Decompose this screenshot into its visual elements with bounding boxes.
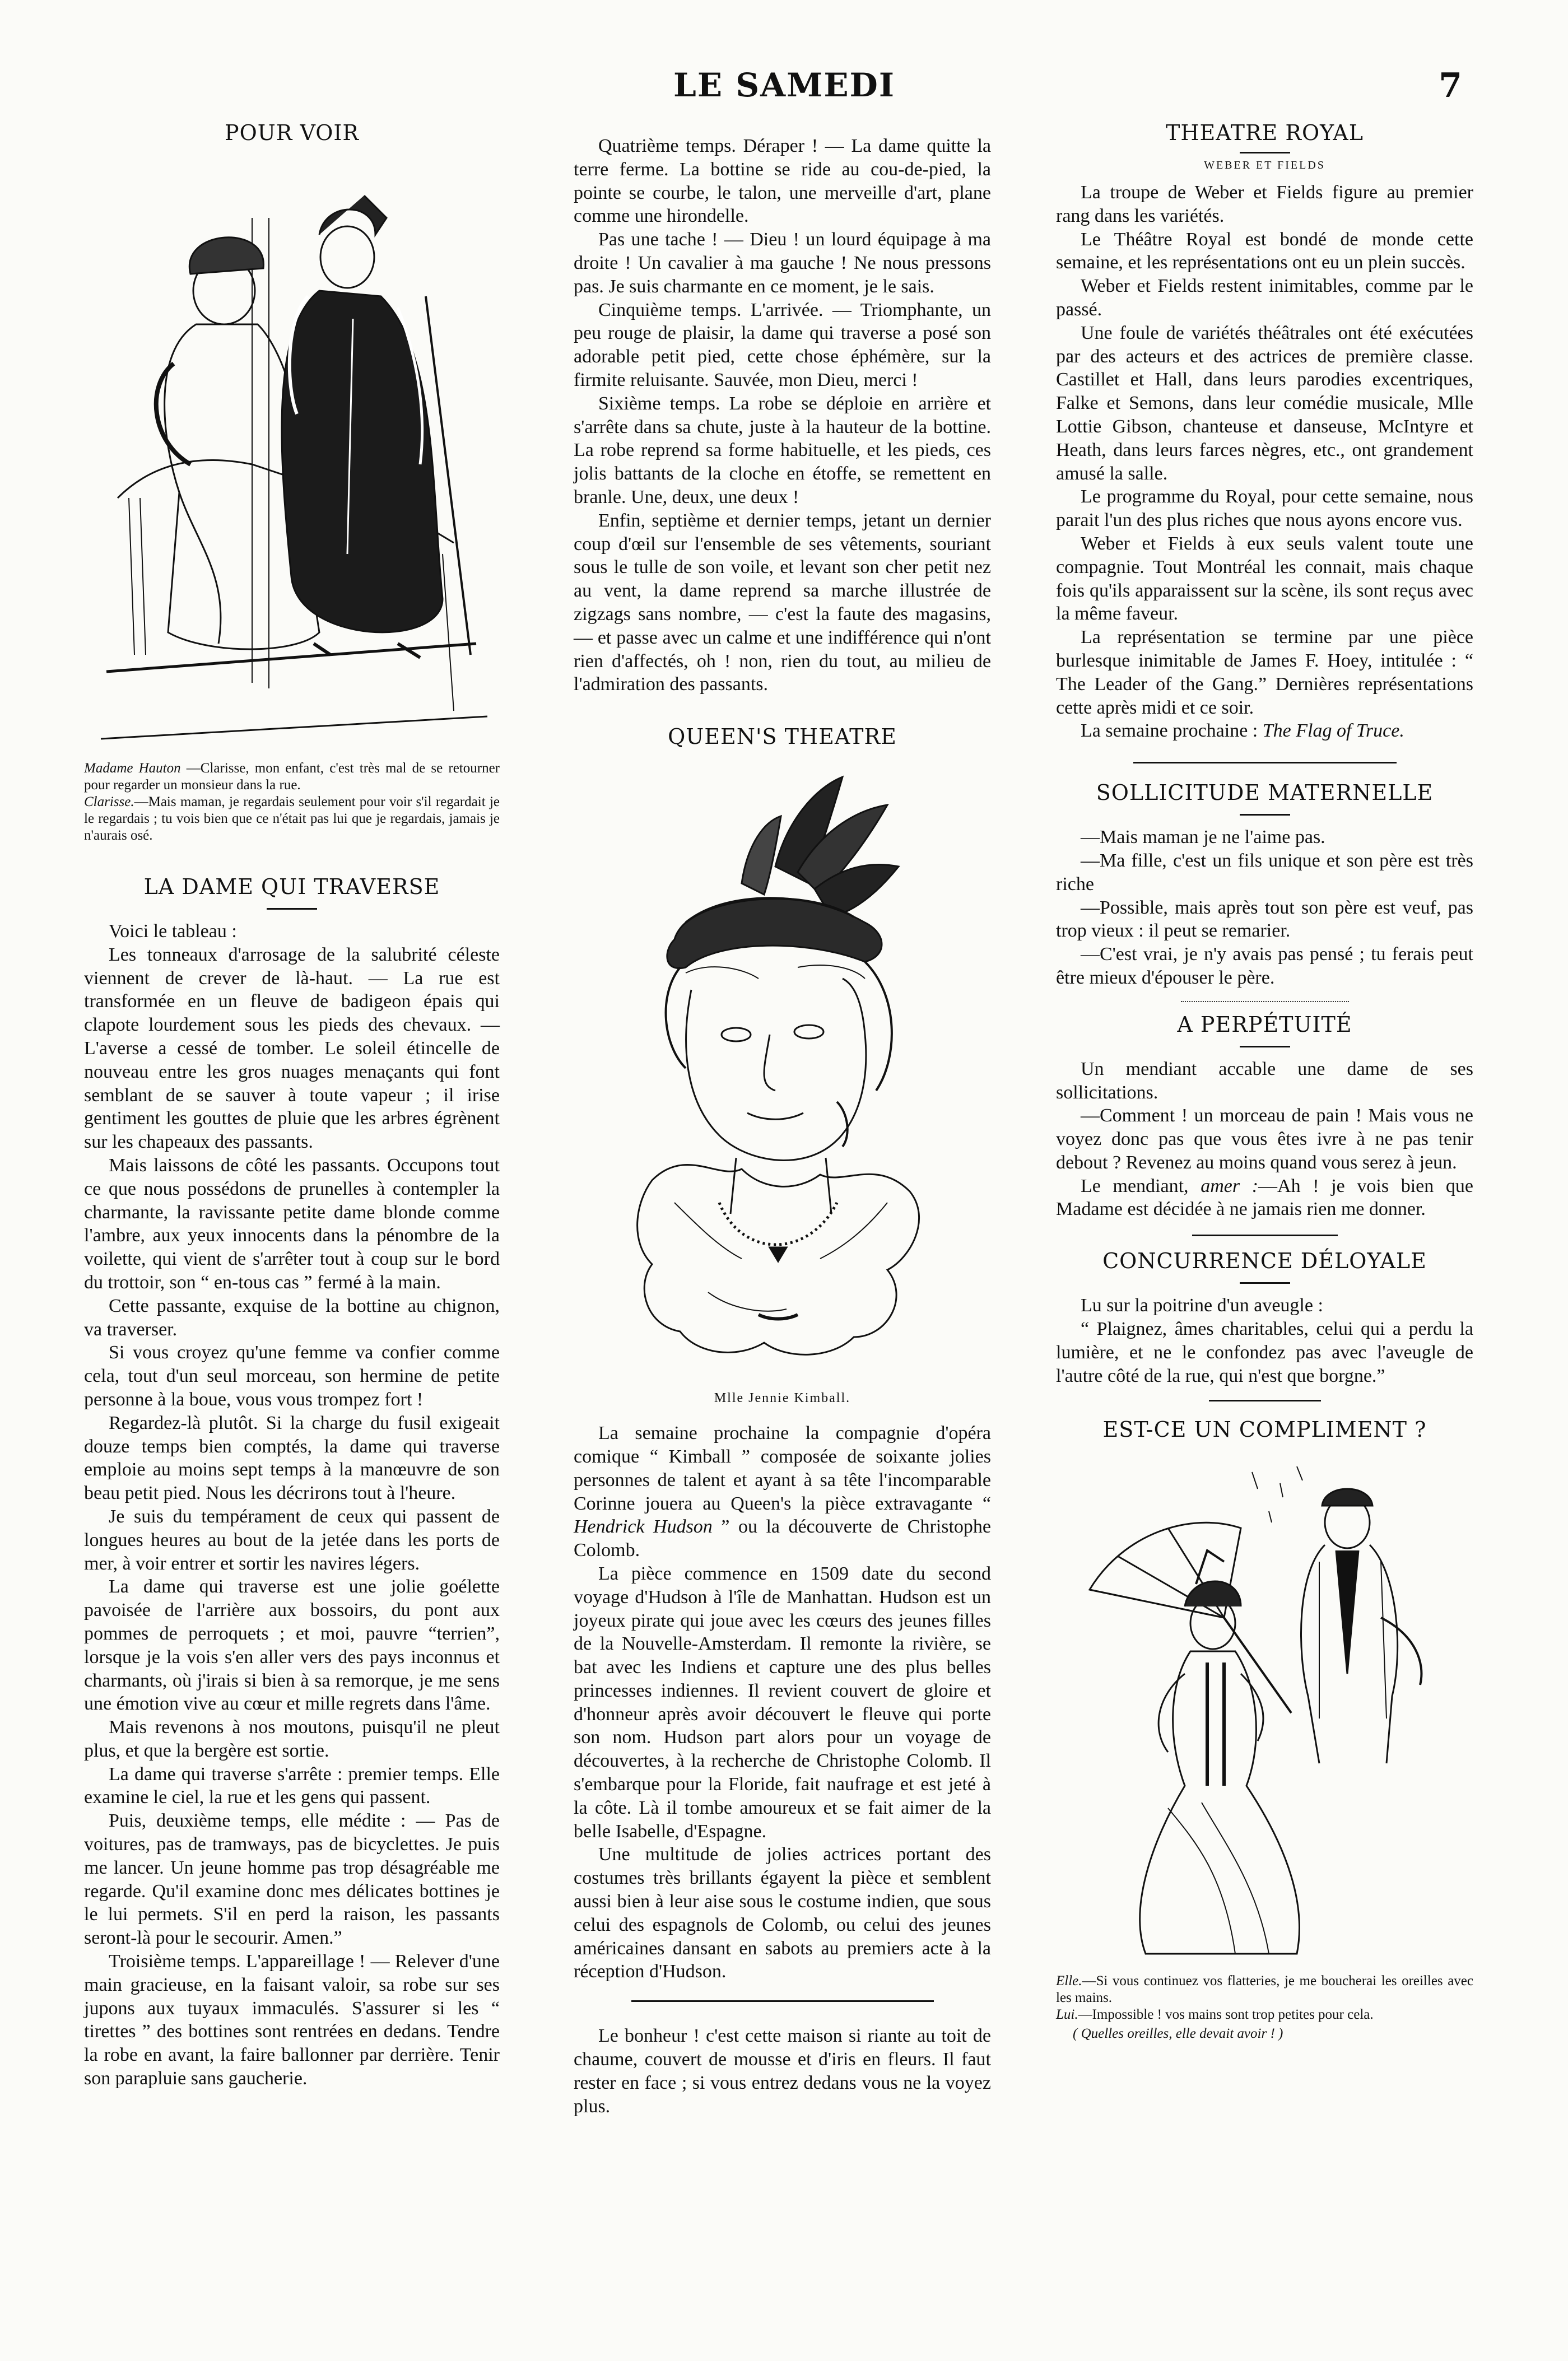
portrait-caption: Mlle Jennie Kimball. (714, 1391, 851, 1406)
paragraph: Weber et Fields à eux seuls valent toute une compagnie. Tout Montréal les connait, mais chaque fois qu'ils apparaissent sur la scène, ils sont reçus avec la même faveur. (1056, 533, 1473, 625)
paragraph: Je suis du tempérament de ceux qui passent de longues heures au bout de la jetée dans les ports de mer, à voir entrer et sortir les navires légers. (84, 1506, 500, 1574)
paragraph: —Mais maman je ne l'aime pas. (1081, 827, 1325, 848)
paragraph: Cinquième temps. L'arrivée. — Triomphante, un peu rouge de plaisir, la dame qui traverse a posé son adorable petit pied, cette chose éphémère, sur la firmite reluisante. Sauvée, mon Dieu, merci ! (574, 299, 991, 390)
paragraph: Les tonneaux d'arrosage de la salubrité céleste viennent de crever de là-haut. — La rue est transformée en un fleuve de badigeon épais qui clapote lourdement sous les pieds des chevaux. — L'averse a cessé de tomber. Le soleil étincelle de nouveau entre les gros nuages menaçants qui font semblant de se sauver à toute vapeur ; il irise gentiment les gouttes de pluie que les arbres égrènent sur les chapeaux des passants. (84, 944, 500, 1153)
paragraph: Weber et Fields restent inimitables, comme par le passé. (1056, 276, 1473, 320)
bonheur-paragraph: Le bonheur ! c'est cette maison si riante au toit de chaume, couvert de mousse et d'iris en fleurs. Il faut rester en face ; si vous entrez dedans vous ne la voyez plus. (574, 2025, 991, 2117)
dame-article-continued (574, 134, 991, 696)
paragraph: Enfin, septième et dernier temps, jetant un dernier coup d'œil sur l'ensemble de ses vêtements, souriant sous le tulle de son voile, et levant son cher petit nez au vent, la dame reprend sa marche illustrée de zigzags sans nombre, — c'est la faute des magasins, — et passe avec un calme et une indifférence qui n'ont rien d'affectés, oh ! non, rien du tout, au milieu de l'admiration des passants. (574, 510, 991, 695)
speaker-lui: Lui. (1056, 2007, 1078, 2023)
concurrence-article (1056, 1294, 1473, 1387)
queens-heading: QUEEN'S THEATRE (668, 724, 897, 749)
heading-rule (1240, 1282, 1290, 1284)
text-run: Le mendiant, (1081, 1175, 1201, 1196)
caption-text: —Mais maman, je regardais seulement pour voir s'il regardait je le regardais ; tu vois bien que ce n'était pas lui que je regardais, jamais je n'aurais osé. (84, 794, 500, 843)
paragraph: Puis, deuxième temps, elle médite : — Pas de voitures, pas de tramways, pas de bicyclettes. Je puis me lancer. Un jeune homme pas trop désagréable me regarde. Qu'il examine donc mes délicates bottines je le lui permets. S'il en perd la raison, les passants seront-là pour le secourir. Amen.” (84, 1810, 500, 1949)
caption-text: —Impossible ! vos mains sont trop petites pour cela. (1078, 2007, 1374, 2023)
paragraph: Mais revenons à nos moutons, puisqu'il ne pleut plus, et que la bergère est sortie. (84, 1717, 500, 1761)
paragraph (1056, 719, 1473, 743)
heading-rule (267, 908, 317, 910)
perpetuite-heading: A PERPÉTUITÉ (1177, 1012, 1352, 1037)
paragraph: La pièce commence en 1509 date du second voyage d'Hudson à l'île de Manhattan. Hudson est un joyeux pirate qui joue avec les cœurs des jeunes filles de la Nouvelle-Amsterdam. Il remonte la rivière, se bat avec les Indiens et capture une des plus belles princesses indiennes. Il revient couvert de gloire et d'honneur après avoir découvert le fleuve qui porte son nom. Hudson part alors pour un voyage de découvertes, à la recherche de Christophe Colomb. Il s'embarque pour la Floride, fait naufrage et est jeté à la côte. Là il tombe amoureux et se fait aimer de la belle Isabelle, d'Espagne. (574, 1563, 991, 1842)
woman-portrait-drawing (574, 755, 991, 1387)
paragraph: La représentation se termine par une pièce burlesque inimitable de James F. Hoey, intitulée : “ The Leader of the Gang.” Dernières représentations cette après midi et ce soir. (1056, 627, 1473, 718)
paragraph: —Comment ! un morceau de pain ! Mais vous ne voyez donc pas que vous êtes ivre à ne pas tenir debout ? Revenez au moins quand vous serez à jeun. (1056, 1105, 1473, 1173)
couple-umbrella-drawing (1056, 1450, 1473, 1965)
paragraph: Une multitude de jolies actrices portant des costumes très brillants égayent la pièce et semblent aussi bien à leur aise sous le costume indien, que sous celui des espagnols de Colomb, ou celui des jeunes américaines dansant en sabots au premiers acte à la réception d'Hudson. (574, 1844, 991, 1982)
compliment-heading: EST-CE UN COMPLIMENT ? (1102, 1417, 1427, 1442)
newspaper-title: LE SAMEDI (673, 66, 895, 104)
paragraph (1056, 1175, 1473, 1222)
paragraph: Regardez-là plutôt. Si la charge du fusil exigeait douze temps bien comptés, la dame qui traverse emploie au moins sept temps à la manœuvre de son beau petit pied. Nous les décrirons tout à l'heure. (84, 1412, 500, 1504)
heading-rule (1240, 1046, 1290, 1047)
paragraph: “ Plaignez, âmes charitables, celui qui a perdu la lumière, et ne le confondez pas avec l'aveugle de l'autre côté de la rue, qui n'est que borgne.” (1056, 1319, 1473, 1386)
royal-heading: THEATRE ROYAL (1166, 120, 1364, 145)
text-run: La semaine prochaine : (1081, 720, 1263, 742)
section-divider (1209, 1400, 1321, 1401)
speaker-madame: Madame Hauton (84, 761, 181, 776)
royal-subheading: WEBER ET FIELDS (1204, 159, 1325, 171)
section-divider (1192, 1235, 1338, 1236)
heading-rule (1240, 814, 1290, 816)
paragraph (574, 1422, 991, 1562)
paragraph: Mais laissons de côté les passants. Occupons tout ce que nous possédons de prunelles à contempler la charmante, la ravissante petite dame blonde comme l'ambre, aux yeux innocents dans la pénombre de la voilette, qui vient de s'arrêter tout à coup sur le bord du trottoir, son “ en-tous cas ” fermé à la main. (84, 1154, 500, 1293)
royal-article (1056, 181, 1473, 743)
section-divider (1181, 1001, 1349, 1004)
paragraph: Cette passante, exquise de la bottine au chignon, va traverser. (84, 1295, 500, 1340)
compliment-caption-2 (1056, 2006, 1473, 2023)
dame-article (84, 920, 500, 2090)
page-number: 7 (1439, 66, 1462, 105)
paragraph: —Ma fille, c'est un fils unique et son père est très riche (1056, 850, 1473, 895)
paragraph: Quatrième temps. Déraper ! — La dame quitte la terre ferme. La bottine se ride au cou-de-pied, la pointe se courbe, le talon, une merveille d'art, plane comme une hirondelle. (574, 136, 991, 227)
caption-text: —Clarisse, mon enfant, c'est très mal de se retourner pour regarder un monsieur dans la rue. (84, 761, 500, 793)
dame-heading: LA DAME QUI TRAVERSE (143, 874, 440, 899)
sollicitude-heading: SOLLICITUDE MATERNELLE (1096, 780, 1434, 805)
heading-rule (1240, 152, 1290, 153)
paragraph: —C'est vrai, je n'y avais pas pensé ; tu ferais peut être mieux d'épouser le père. (1056, 944, 1473, 988)
section-rule (1133, 762, 1397, 763)
perpetuite-article (1056, 1058, 1473, 1222)
text-run: La semaine prochaine la compagnie d'opéra comique “ Kimball ” composée de soixante jolies personnes de talent et ayant à sa tête l'incomparable Corinne jouera au Queen's la pièce extravagante “ (574, 1423, 991, 1514)
paragraph: Troisième temps. L'appareillage ! — Relever d'une main gracieuse, en la faisant valoir, sa robe sur ses jupons aux tuyaux immaculés. S'assurer si les “ tirettes ” des bottines sont rentrées en dedans. Tendre la robe en avant, la faire ballonner par derrière. Tenir son parapluie sans gaucherie. (84, 1951, 500, 2089)
paragraph: La dame qui traverse s'arrête : premier temps. Elle examine le ciel, la rue et les gens qui passent. (84, 1763, 500, 1808)
column-left (84, 120, 500, 2090)
section-rule (631, 2000, 934, 2002)
compliment-note: ( Quelles oreilles, elle devait avoir ! ) (1073, 2026, 1283, 2042)
paragraph: —Possible, mais après tout son père est veuf, pas trop vieux : il peut se remarier. (1056, 897, 1473, 942)
paragraph: Le Théâtre Royal est bondé de monde cette semaine, et les représentations ont eu un plein succès. (1056, 229, 1473, 273)
paragraph: Le programme du Royal, pour cette semaine, nous parait l'un des plus riches que nous ayons encore vus. (1056, 486, 1473, 531)
paragraph: Si vous croyez qu'une femme va confier comme cela, tout d'un seul morceau, son hermine de petite personne à la boue, vous vous trompez fort ! (84, 1342, 500, 1410)
concurrence-heading: CONCURRENCE DÉLOYALE (1102, 1249, 1427, 1274)
paragraph: Pas une tache ! — Dieu ! un lourd équipage à ma droite ! Un cavalier à ma gauche ! Ne nous pressons pas. Je suis charmante en ce moment, je le sais. (574, 229, 991, 297)
paragraph: Sixième temps. La robe se déploie en arrière et s'arrête dans sa chute, juste à la hauteur de la bottine. La robe reprend sa forme habituelle, et les pieds, ces jolis battants de la cloche en étoffe, se remettent en branle. Une, deux, une deux ! (574, 393, 991, 507)
queens-article (574, 1422, 991, 1983)
paragraph: La dame qui traverse est une jolie goélette pavoisée de l'arrière aux bossoirs, du pont aux pommes de perroquets ; et moi, pauvre “terrien”, lorsque je la vois s'en aller vers des pays inconnus et charmants, où j'irais si bien à sa remorque, je me sens une émotion vive au cœur et mille regrets dans l'âme. (84, 1576, 500, 1715)
caption-text: —Si vous continuez vos flatteries, je me boucherai les oreilles avec les mains. (1056, 1973, 1473, 2006)
speaker-clarisse: Clarisse. (84, 794, 134, 809)
speaker: amer : (1201, 1175, 1259, 1196)
text-run: —Ah ! je vois bien que Madame est décidée à ne jamais rien me donner. (1056, 1175, 1474, 1220)
paragraph: Lu sur la poitrine d'un aveugle : (1081, 1295, 1323, 1316)
column-right (1056, 120, 1473, 2042)
paragraph: Voici le tableau : (109, 921, 237, 942)
paragraph: Un mendiant accable une dame de ses sollicitations. (1056, 1058, 1473, 1103)
kimball-portrait (574, 755, 991, 1387)
text-run: ” ou la découverte de Christophe Colomb. (574, 1516, 991, 1561)
pour-voir-heading: POUR VOIR (225, 120, 359, 145)
paragraph: Une foule de variétés théâtrales ont été exécutées par des acteurs et des actrices de première classe. Castillet et Hall, dans leurs parodies excentriques, Falke et Semons, dans leur comédie musicale, Mlle Lottie Gibson, chanteuse et danseuse, McIntyre et Heath, dans leurs farces nègres, etc., ont grandement amusé la salle. (1056, 322, 1473, 484)
play-title: The Flag of Truce. (1262, 720, 1404, 742)
play-title: Hendrick Hudson (574, 1516, 713, 1538)
compliment-illustration (1056, 1450, 1473, 1965)
pour-voir-caption-2 (84, 794, 500, 844)
speaker-elle: Elle. (1056, 1973, 1082, 1989)
paragraph: La troupe de Weber et Fields figure au premier rang dans les variétés. (1056, 182, 1473, 226)
column-middle (574, 134, 991, 2118)
sollicitude-article (1056, 826, 1473, 990)
two-women-walking-drawing (84, 151, 500, 750)
pour-voir-caption-1 (84, 760, 500, 794)
pour-voir-illustration (84, 151, 500, 750)
compliment-caption-1 (1056, 1973, 1473, 2006)
